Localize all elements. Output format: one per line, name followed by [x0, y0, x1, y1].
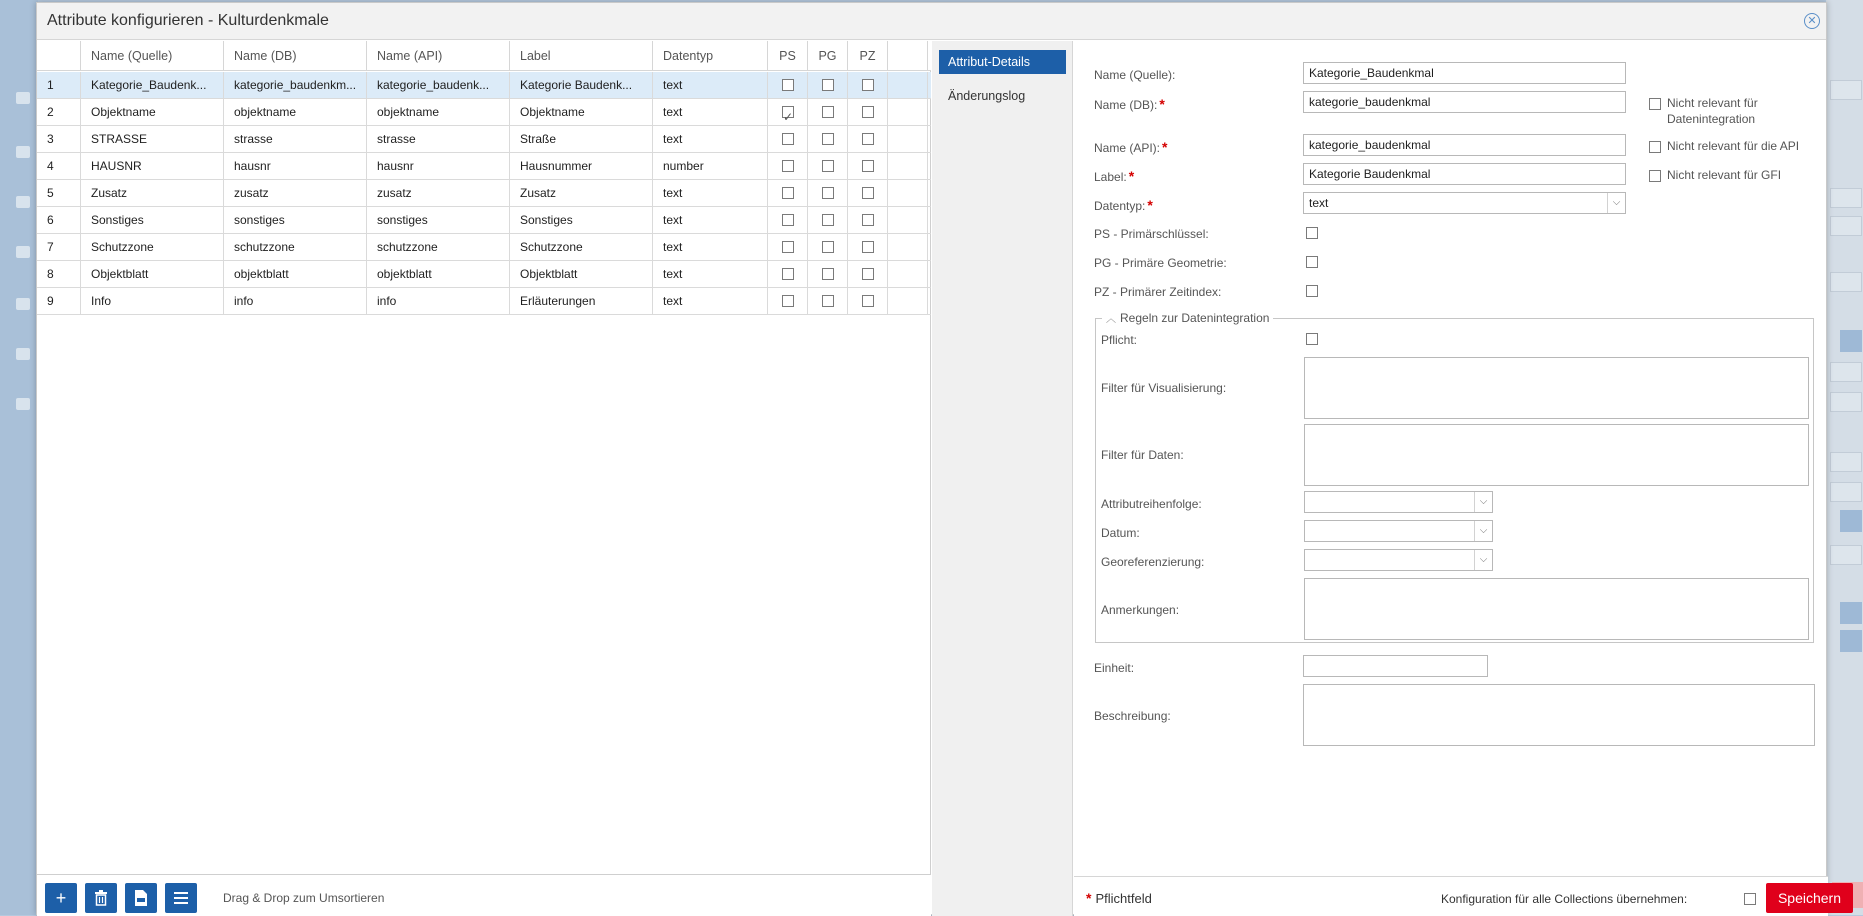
not-relevant-api-checkbox[interactable]: [1649, 141, 1661, 153]
cell-actions: [888, 153, 928, 179]
table-row[interactable]: [37, 261, 931, 288]
ps-checkbox[interactable]: [782, 214, 794, 226]
pz-checkbox[interactable]: [862, 133, 874, 145]
pz-checkbox[interactable]: [862, 106, 874, 118]
column-header-name-api[interactable]: Name (API): [367, 41, 510, 71]
cell-typ: text: [653, 207, 768, 233]
table-row[interactable]: [37, 180, 931, 207]
cell-nr: 5: [37, 180, 81, 206]
cell-api: schutzzone: [367, 234, 510, 260]
background-button: [1840, 602, 1862, 624]
cell-typ: text: [653, 261, 768, 287]
cell-typ: number: [653, 153, 768, 179]
cell-ps: [768, 261, 808, 287]
cell-label: Zusatz: [510, 180, 653, 206]
cell-label: Hausnummer: [510, 153, 653, 179]
cell-db: schutzzone: [224, 234, 367, 260]
table-row[interactable]: [37, 153, 931, 180]
dialog-title: Attribute konfigurieren - Kulturdenkmale: [47, 12, 329, 29]
filter-daten-textarea[interactable]: [1304, 424, 1809, 486]
background-field: [1830, 362, 1862, 382]
pg-checkbox[interactable]: [822, 214, 834, 226]
not-relevant-gfi-checkbox[interactable]: [1649, 170, 1661, 182]
add-attribute-button[interactable]: [45, 883, 77, 913]
datum-label: Datum:: [1101, 526, 1140, 540]
einheit-label: Einheit:: [1094, 661, 1135, 675]
datentyp-value: text: [1309, 196, 1329, 210]
name-quelle-label: Name (Quelle):: [1094, 68, 1176, 82]
cell-typ: text: [653, 288, 768, 314]
share-icon: [16, 196, 30, 208]
ps-checkbox[interactable]: [782, 268, 794, 280]
cell-db: zusatz: [224, 180, 367, 206]
cell-pz: [848, 153, 888, 179]
table-toolbar: [37, 874, 931, 916]
ps-checkbox[interactable]: [782, 160, 794, 172]
background-field: [1830, 188, 1862, 208]
column-header-pg[interactable]: PG: [808, 41, 848, 71]
cell-api: sonstiges: [367, 207, 510, 233]
close-icon[interactable]: ✕: [1804, 13, 1820, 29]
cell-ps: [768, 288, 808, 314]
name-api-label: Name (API): *: [1094, 139, 1168, 155]
pg-checkbox[interactable]: [822, 160, 834, 172]
pg-checkbox[interactable]: [822, 268, 834, 280]
menu-icon: [174, 892, 188, 904]
cell-db: sonstiges: [224, 207, 367, 233]
csv-import-button[interactable]: [125, 883, 157, 913]
column-header-pz[interactable]: PZ: [848, 41, 888, 71]
table-header: [37, 41, 931, 71]
cell-pg: [808, 153, 848, 179]
column-header-ps[interactable]: PS: [768, 41, 808, 71]
background-field: [1830, 392, 1862, 412]
cell-pz: [848, 99, 888, 125]
chevron-down-icon: ⌵: [1474, 550, 1492, 570]
cell-typ: text: [653, 126, 768, 152]
cell-pg: [808, 207, 848, 233]
georeferenzierung-label: Georeferenzierung:: [1101, 555, 1205, 569]
cell-label: Schutzzone: [510, 234, 653, 260]
cell-quelle: STRASSE: [81, 126, 224, 152]
filter-vis-textarea[interactable]: [1304, 357, 1809, 419]
label-input[interactable]: [1303, 163, 1626, 185]
pg-checkbox[interactable]: [822, 187, 834, 199]
menu-button[interactable]: [165, 883, 197, 913]
cell-label: Objektname: [510, 99, 653, 125]
delete-attribute-button[interactable]: [85, 883, 117, 913]
pflicht-label: Pflicht:: [1101, 333, 1138, 347]
background-button: [1840, 330, 1862, 352]
save-button[interactable]: Speichern: [1766, 883, 1853, 913]
background-button: [1840, 630, 1862, 652]
cell-nr: 1: [37, 72, 81, 98]
cell-pz: [848, 207, 888, 233]
cell-typ: text: [653, 72, 768, 98]
column-header-datentyp[interactable]: Datentyp: [653, 41, 768, 71]
table-row[interactable]: [37, 72, 931, 99]
background-field: [1830, 272, 1862, 292]
beschreibung-label: Beschreibung:: [1094, 709, 1171, 723]
chevron-down-icon: ⌵: [1474, 492, 1492, 512]
pz-checkbox[interactable]: [862, 160, 874, 172]
background-field: [1830, 80, 1862, 100]
tab-attribut-details[interactable]: Attribut-Details: [939, 50, 1066, 74]
cell-actions: [888, 72, 928, 98]
cell-pg: [808, 288, 848, 314]
attribute-table: [37, 41, 931, 876]
column-header-name-db[interactable]: Name (DB): [224, 41, 367, 71]
einheit-input[interactable]: [1303, 655, 1488, 677]
cell-actions: [888, 261, 928, 287]
detail-tabs: [932, 41, 1073, 916]
trash-icon: [94, 890, 108, 906]
pg-checkbox[interactable]: [822, 133, 834, 145]
apply-all-checkbox[interactable]: [1744, 893, 1756, 905]
pg-label: PG - Primäre Geometrie:: [1094, 256, 1227, 270]
not-relevant-di-checkbox[interactable]: [1649, 98, 1661, 110]
georeferenzierung-select[interactable]: [1304, 549, 1493, 571]
cell-actions: [888, 207, 928, 233]
cell-db: info: [224, 288, 367, 314]
cell-ps: [768, 126, 808, 152]
cell-nr: 6: [37, 207, 81, 233]
datentyp-label: Datentyp: *: [1094, 197, 1153, 213]
cell-db: objektname: [224, 99, 367, 125]
cell-actions: [888, 126, 928, 152]
cell-nr: 2: [37, 99, 81, 125]
background-sidebar: [0, 0, 38, 915]
cell-ps: [768, 234, 808, 260]
cell-db: objektblatt: [224, 261, 367, 287]
cell-actions: [888, 234, 928, 260]
column-header-nr[interactable]: [37, 41, 81, 71]
cell-actions: [888, 180, 928, 206]
not-relevant-gfi-label: Nicht relevant für GFI: [1667, 168, 1782, 182]
pg-checkbox[interactable]: [1306, 256, 1318, 268]
background-field: [1830, 482, 1862, 502]
cell-quelle: Schutzzone: [81, 234, 224, 260]
ps-label: PS - Primärschlüssel:: [1094, 227, 1209, 241]
column-header-name-quelle[interactable]: Name (Quelle): [81, 41, 224, 71]
cell-actions: [888, 288, 928, 314]
cell-label: Kategorie Baudenk...: [510, 72, 653, 98]
cell-pz: [848, 288, 888, 314]
pz-checkbox[interactable]: [862, 79, 874, 91]
name-db-label: Name (DB): *: [1094, 96, 1165, 112]
attribute-details-form: [1074, 41, 1828, 876]
cell-api: zusatz: [367, 180, 510, 206]
cell-quelle: Objektblatt: [81, 261, 224, 287]
cell-pg: [808, 72, 848, 98]
column-header-label[interactable]: Label: [510, 41, 653, 71]
tab-aenderungslog[interactable]: Änderungslog: [948, 89, 1026, 103]
gear-icon: [16, 398, 30, 410]
background-field: [1830, 452, 1862, 472]
pz-checkbox[interactable]: [862, 295, 874, 307]
apply-all-label: Konfiguration für alle Collections übernehmen:: [1441, 892, 1688, 906]
cell-db: strasse: [224, 126, 367, 152]
cell-nr: 9: [37, 288, 81, 314]
cell-nr: 4: [37, 153, 81, 179]
cell-db: hausnr: [224, 153, 367, 179]
chevron-up-icon: ︿: [1106, 314, 1116, 325]
name-db-input[interactable]: [1303, 91, 1626, 113]
cell-api: objektname: [367, 99, 510, 125]
cell-actions: [888, 99, 928, 125]
filter-daten-label: Filter für Daten:: [1101, 448, 1184, 462]
cell-pz: [848, 261, 888, 287]
cell-label: Straße: [510, 126, 653, 152]
attributreihenfolge-select[interactable]: [1304, 491, 1493, 513]
ps-checkbox[interactable]: [782, 187, 794, 199]
cell-pz: [848, 72, 888, 98]
cell-quelle: Objektname: [81, 99, 224, 125]
cell-api: kategorie_baudenk...: [367, 72, 510, 98]
ps-checkbox[interactable]: [782, 133, 794, 145]
filter-vis-label: Filter für Visualisierung:: [1101, 381, 1227, 395]
layers-icon: [16, 246, 30, 258]
background-button: [1840, 510, 1862, 532]
attributreihenfolge-label: Attributreihenfolge:: [1101, 497, 1202, 511]
ps-checkbox[interactable]: [782, 79, 794, 91]
cell-pz: [848, 126, 888, 152]
chevron-down-icon: ⌵: [1474, 521, 1492, 541]
beschreibung-textarea[interactable]: [1303, 684, 1815, 746]
pz-checkbox[interactable]: [862, 241, 874, 253]
table-row[interactable]: [37, 288, 931, 315]
cell-quelle: HAUSNR: [81, 153, 224, 179]
plus-icon: +: [55, 888, 67, 908]
pg-checkbox[interactable]: [822, 79, 834, 91]
ps-checkbox[interactable]: [1306, 227, 1318, 239]
cell-nr: 8: [37, 261, 81, 287]
name-quelle-input[interactable]: [1303, 62, 1626, 84]
ps-checkbox[interactable]: [782, 295, 794, 307]
background-field: [1830, 545, 1862, 565]
table-row[interactable]: [37, 234, 931, 261]
pz-checkbox[interactable]: [862, 268, 874, 280]
ps-checkbox[interactable]: [782, 106, 794, 118]
cell-pz: [848, 180, 888, 206]
users-icon: [16, 298, 30, 310]
cell-label: Erläuterungen: [510, 288, 653, 314]
cell-typ: text: [653, 99, 768, 125]
cell-ps: [768, 153, 808, 179]
name-api-input[interactable]: [1303, 134, 1626, 156]
cell-ps: [768, 99, 808, 125]
cell-quelle: Zusatz: [81, 180, 224, 206]
pflichtfeld-hint: * Pflichtfeld: [1086, 890, 1152, 906]
not-relevant-di-label: Nicht relevant für Datenintegration: [1667, 96, 1758, 126]
label-label: Label: *: [1094, 168, 1135, 184]
pg-checkbox[interactable]: [822, 295, 834, 307]
anmerkungen-textarea[interactable]: [1304, 578, 1809, 640]
pg-checkbox[interactable]: [822, 241, 834, 253]
background-content: [1826, 0, 1863, 915]
cell-pg: [808, 180, 848, 206]
not-relevant-api-label: Nicht relevant für die API: [1667, 139, 1800, 153]
cell-db: kategorie_baudenkm...: [224, 72, 367, 98]
datentyp-select[interactable]: [1303, 192, 1626, 214]
csv-file-icon: [134, 890, 148, 906]
background-field: [1830, 216, 1862, 236]
table-row[interactable]: [37, 126, 931, 153]
table-row[interactable]: [37, 207, 931, 234]
cell-api: hausnr: [367, 153, 510, 179]
datum-select[interactable]: [1304, 520, 1493, 542]
form-footer: [1074, 876, 1842, 916]
cell-quelle: Kategorie_Baudenk...: [81, 72, 224, 98]
cell-ps: [768, 180, 808, 206]
chart-icon: [16, 348, 30, 360]
cell-quelle: Sonstiges: [81, 207, 224, 233]
cell-nr: 7: [37, 234, 81, 260]
attribute-config-dialog: [36, 2, 1842, 915]
cell-label: Sonstiges: [510, 207, 653, 233]
folder-icon: [16, 146, 30, 158]
table-row[interactable]: [37, 99, 931, 126]
cell-pg: [808, 126, 848, 152]
pflicht-checkbox[interactable]: [1306, 333, 1318, 345]
column-header-actions: [888, 41, 928, 71]
database-icon: [16, 92, 30, 104]
cell-api: objektblatt: [367, 261, 510, 287]
cell-pz: [848, 234, 888, 260]
cell-pg: [808, 234, 848, 260]
cell-api: info: [367, 288, 510, 314]
cell-ps: [768, 207, 808, 233]
drag-drop-hint: Drag & Drop zum Umsortieren: [223, 891, 385, 905]
cell-typ: text: [653, 180, 768, 206]
pz-checkbox[interactable]: [862, 187, 874, 199]
cell-typ: text: [653, 234, 768, 260]
cell-nr: 3: [37, 126, 81, 152]
anmerkungen-label: Anmerkungen:: [1101, 603, 1180, 617]
cell-quelle: Info: [81, 288, 224, 314]
rules-legend-text: Regeln zur Datenintegration: [1120, 311, 1270, 325]
pz-checkbox[interactable]: [1306, 285, 1318, 297]
pg-checkbox[interactable]: [822, 106, 834, 118]
pz-label: PZ - Primärer Zeitindex:: [1094, 285, 1222, 299]
cell-api: strasse: [367, 126, 510, 152]
rules-legend[interactable]: [1102, 310, 1273, 325]
dialog-header: [37, 3, 1826, 40]
chevron-down-icon: ⌵: [1607, 193, 1625, 213]
cell-pg: [808, 99, 848, 125]
cell-pg: [808, 261, 848, 287]
ps-checkbox[interactable]: [782, 241, 794, 253]
pz-checkbox[interactable]: [862, 214, 874, 226]
cell-label: Objektblatt: [510, 261, 653, 287]
cell-ps: [768, 72, 808, 98]
